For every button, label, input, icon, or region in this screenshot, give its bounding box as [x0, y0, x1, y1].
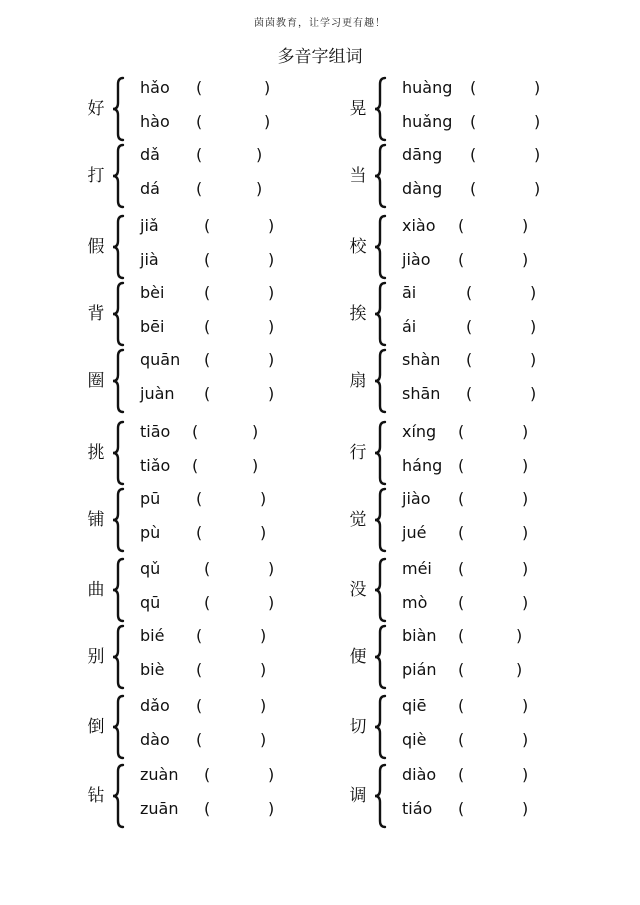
- answer-open-paren: (: [458, 559, 465, 578]
- pinyin-row: [402, 765, 572, 787]
- answer-open-paren: (: [204, 799, 211, 818]
- brace-icon: [372, 76, 388, 142]
- pinyin-row: [402, 489, 572, 511]
- pinyin-row: [140, 799, 310, 821]
- pinyin-row: [140, 489, 310, 511]
- pinyin-text: dào: [140, 730, 170, 749]
- answer-open-paren: (: [204, 216, 211, 235]
- brace-icon: [110, 694, 126, 760]
- answer-open-paren: (: [470, 179, 477, 198]
- brace-icon: [372, 420, 388, 486]
- polyphone-character: 曲: [87, 580, 105, 600]
- answer-open-paren: (: [458, 660, 465, 679]
- answer-close-paren: ): [256, 179, 263, 198]
- pinyin-text: jiào: [402, 250, 431, 269]
- answer-close-paren: ): [522, 765, 529, 784]
- answer-open-paren: (: [458, 765, 465, 784]
- word-group: [346, 557, 576, 623]
- pinyin-row: [140, 559, 310, 581]
- answer-close-paren: ): [268, 799, 275, 818]
- brace-icon: [110, 487, 126, 553]
- polyphone-character: 晃: [349, 99, 367, 119]
- pinyin-text: zuàn: [140, 765, 179, 784]
- brace-icon: [372, 624, 388, 690]
- pinyin-text: dǎo: [140, 696, 170, 715]
- answer-open-paren: (: [196, 730, 203, 749]
- pinyin-text: huàng: [402, 78, 453, 97]
- answer-close-paren: ): [264, 112, 271, 131]
- answer-close-paren: ): [260, 696, 267, 715]
- brace-icon: [110, 348, 126, 414]
- answer-close-paren: ): [260, 626, 267, 645]
- polyphone-character: 切: [349, 717, 367, 737]
- pinyin-text: quān: [140, 350, 181, 369]
- word-group: [346, 420, 576, 486]
- word-group: [84, 281, 314, 347]
- pinyin-text: dàng: [402, 179, 443, 198]
- pinyin-row: [402, 559, 572, 581]
- pinyin-text: pū: [140, 489, 161, 508]
- answer-close-paren: ): [260, 489, 267, 508]
- pinyin-row: [402, 283, 572, 305]
- answer-open-paren: (: [196, 696, 203, 715]
- answer-open-paren: (: [196, 523, 203, 542]
- answer-close-paren: ): [260, 523, 267, 542]
- brace-icon: [110, 763, 126, 829]
- pinyin-text: juàn: [140, 384, 175, 403]
- answer-open-paren: (: [458, 250, 465, 269]
- answer-open-paren: (: [458, 799, 465, 818]
- pinyin-text: dá: [140, 179, 160, 198]
- brace-icon: [110, 281, 126, 347]
- answer-close-paren: ): [534, 78, 541, 97]
- pinyin-row: [402, 78, 572, 100]
- word-group: [84, 557, 314, 623]
- brace-icon: [372, 348, 388, 414]
- answer-close-paren: ): [516, 660, 523, 679]
- polyphone-character: 倒: [87, 717, 105, 737]
- word-group: [84, 348, 314, 414]
- pinyin-text: mò: [402, 593, 428, 612]
- answer-close-paren: ): [530, 350, 537, 369]
- brace-icon: [372, 214, 388, 280]
- polyphone-character: 别: [87, 647, 105, 667]
- answer-close-paren: ): [530, 384, 537, 403]
- pinyin-row: [402, 626, 572, 648]
- answer-open-paren: (: [204, 765, 211, 784]
- answer-close-paren: ): [268, 283, 275, 302]
- pinyin-text: bēi: [140, 317, 165, 336]
- word-group: [84, 76, 314, 142]
- answer-open-paren: (: [458, 216, 465, 235]
- pinyin-row: [402, 456, 572, 478]
- pinyin-text: shàn: [402, 350, 441, 369]
- pinyin-text: xiào: [402, 216, 436, 235]
- answer-close-paren: ): [534, 179, 541, 198]
- brace-icon: [372, 763, 388, 829]
- pinyin-row: [402, 799, 572, 821]
- polyphone-character: 铺: [87, 510, 105, 530]
- answer-close-paren: ): [268, 559, 275, 578]
- answer-open-paren: (: [196, 626, 203, 645]
- page-header: 茵茵教育，让学习更有趣！: [254, 18, 386, 29]
- pinyin-row: [140, 593, 310, 615]
- pinyin-text: qǔ: [140, 559, 161, 578]
- answer-close-paren: ): [522, 523, 529, 542]
- answer-open-paren: (: [196, 489, 203, 508]
- answer-close-paren: ): [268, 765, 275, 784]
- answer-close-paren: ): [268, 250, 275, 269]
- answer-open-paren: (: [204, 593, 211, 612]
- answer-open-paren: (: [196, 78, 203, 97]
- pinyin-row: [402, 350, 572, 372]
- page-title: 多音字组词: [277, 47, 363, 67]
- answer-close-paren: ): [522, 456, 529, 475]
- pinyin-row: [140, 626, 310, 648]
- answer-open-paren: (: [458, 523, 465, 542]
- answer-open-paren: (: [192, 422, 199, 441]
- brace-icon: [110, 557, 126, 623]
- pinyin-text: tiǎo: [140, 456, 171, 475]
- answer-open-paren: (: [466, 283, 473, 302]
- pinyin-text: zuān: [140, 799, 179, 818]
- pinyin-text: méi: [402, 559, 432, 578]
- pinyin-text: āi: [402, 283, 417, 302]
- answer-open-paren: (: [204, 559, 211, 578]
- pinyin-text: diào: [402, 765, 437, 784]
- pinyin-text: biè: [140, 660, 165, 679]
- polyphone-character: 打: [87, 166, 105, 186]
- pinyin-row: [140, 765, 310, 787]
- polyphone-character: 没: [349, 580, 367, 600]
- polyphone-character: 觉: [349, 510, 367, 530]
- word-group: [84, 694, 314, 760]
- polyphone-character: 当: [349, 166, 367, 186]
- word-group: [84, 763, 314, 829]
- pinyin-text: hào: [140, 112, 170, 131]
- answer-close-paren: ): [260, 730, 267, 749]
- answer-close-paren: ): [534, 145, 541, 164]
- answer-close-paren: ): [522, 730, 529, 749]
- pinyin-text: bié: [140, 626, 165, 645]
- answer-open-paren: (: [470, 145, 477, 164]
- brace-icon: [110, 420, 126, 486]
- answer-open-paren: (: [458, 422, 465, 441]
- pinyin-row: [140, 456, 310, 478]
- pinyin-text: biàn: [402, 626, 437, 645]
- pinyin-row: [140, 660, 310, 682]
- pinyin-text: qiè: [402, 730, 427, 749]
- answer-open-paren: (: [466, 317, 473, 336]
- brace-icon: [110, 214, 126, 280]
- answer-close-paren: ): [268, 593, 275, 612]
- word-group: [84, 487, 314, 553]
- pinyin-text: bèi: [140, 283, 165, 302]
- answer-open-paren: (: [458, 593, 465, 612]
- brace-icon: [372, 281, 388, 347]
- answer-open-paren: (: [466, 350, 473, 369]
- pinyin-text: háng: [402, 456, 443, 475]
- pinyin-row: [140, 145, 310, 167]
- brace-icon: [372, 143, 388, 209]
- pinyin-row: [402, 422, 572, 444]
- pinyin-row: [402, 112, 572, 134]
- pinyin-text: hǎo: [140, 78, 170, 97]
- brace-icon: [110, 143, 126, 209]
- answer-open-paren: (: [204, 317, 211, 336]
- word-group: [346, 281, 576, 347]
- polyphone-character: 便: [349, 647, 367, 667]
- brace-icon: [372, 487, 388, 553]
- pinyin-text: jià: [140, 250, 159, 269]
- word-group: [84, 214, 314, 280]
- pinyin-row: [140, 112, 310, 134]
- pinyin-row: [402, 523, 572, 545]
- pinyin-row: [140, 283, 310, 305]
- word-group: [84, 420, 314, 486]
- pinyin-text: jiào: [402, 489, 431, 508]
- answer-open-paren: (: [204, 250, 211, 269]
- pinyin-row: [402, 216, 572, 238]
- pinyin-row: [402, 384, 572, 406]
- word-group: [346, 76, 576, 142]
- polyphone-character: 挨: [349, 304, 367, 324]
- polyphone-character: 挑: [87, 443, 105, 463]
- word-group: [84, 624, 314, 690]
- answer-open-paren: (: [192, 456, 199, 475]
- answer-close-paren: ): [268, 350, 275, 369]
- pinyin-row: [402, 317, 572, 339]
- answer-open-paren: (: [196, 179, 203, 198]
- pinyin-text: xíng: [402, 422, 437, 441]
- pinyin-row: [140, 422, 310, 444]
- pinyin-row: [140, 696, 310, 718]
- answer-close-paren: ): [522, 250, 529, 269]
- answer-close-paren: ): [522, 799, 529, 818]
- answer-close-paren: ): [522, 422, 529, 441]
- pinyin-text: pián: [402, 660, 437, 679]
- pinyin-row: [140, 350, 310, 372]
- pinyin-row: [402, 696, 572, 718]
- pinyin-text: jiǎ: [140, 216, 159, 235]
- polyphone-character: 圈: [87, 371, 105, 391]
- answer-close-paren: ): [260, 660, 267, 679]
- pinyin-row: [402, 730, 572, 752]
- pinyin-row: [140, 179, 310, 201]
- pinyin-text: ái: [402, 317, 417, 336]
- pinyin-row: [140, 523, 310, 545]
- pinyin-text: huǎng: [402, 112, 453, 131]
- word-group: [346, 348, 576, 414]
- answer-open-paren: (: [458, 456, 465, 475]
- pinyin-text: shān: [402, 384, 441, 403]
- answer-open-paren: (: [196, 145, 203, 164]
- answer-close-paren: ): [252, 422, 259, 441]
- answer-open-paren: (: [204, 350, 211, 369]
- answer-close-paren: ): [268, 317, 275, 336]
- answer-close-paren: ): [534, 112, 541, 131]
- answer-open-paren: (: [466, 384, 473, 403]
- answer-close-paren: ): [522, 559, 529, 578]
- polyphone-character: 扇: [349, 371, 367, 391]
- answer-open-paren: (: [470, 78, 477, 97]
- word-group: [346, 143, 576, 209]
- pinyin-row: [140, 317, 310, 339]
- answer-open-paren: (: [458, 730, 465, 749]
- answer-close-paren: ): [268, 216, 275, 235]
- pinyin-row: [140, 78, 310, 100]
- polyphone-character: 背: [87, 304, 105, 324]
- answer-open-paren: (: [458, 489, 465, 508]
- word-group: [346, 763, 576, 829]
- pinyin-row: [402, 179, 572, 201]
- answer-open-paren: (: [470, 112, 477, 131]
- polyphone-character: 假: [87, 237, 105, 257]
- brace-icon: [110, 76, 126, 142]
- pinyin-row: [402, 660, 572, 682]
- brace-icon: [372, 557, 388, 623]
- pinyin-row: [402, 593, 572, 615]
- answer-close-paren: ): [522, 696, 529, 715]
- answer-close-paren: ): [252, 456, 259, 475]
- pinyin-text: tiāo: [140, 422, 171, 441]
- polyphone-character: 好: [87, 99, 105, 119]
- pinyin-text: dāng: [402, 145, 443, 164]
- answer-close-paren: ): [530, 317, 537, 336]
- answer-close-paren: ): [522, 489, 529, 508]
- pinyin-text: jué: [402, 523, 427, 542]
- answer-close-paren: ): [530, 283, 537, 302]
- brace-icon: [372, 694, 388, 760]
- answer-close-paren: ): [256, 145, 263, 164]
- pinyin-text: pù: [140, 523, 161, 542]
- pinyin-row: [402, 250, 572, 272]
- polyphone-character: 钻: [87, 786, 105, 806]
- word-group: [346, 624, 576, 690]
- answer-close-paren: ): [268, 384, 275, 403]
- pinyin-row: [140, 216, 310, 238]
- pinyin-row: [402, 145, 572, 167]
- word-group: [84, 143, 314, 209]
- word-group: [346, 214, 576, 280]
- polyphone-character: 调: [349, 786, 367, 806]
- polyphone-character: 行: [349, 443, 367, 463]
- pinyin-text: tiáo: [402, 799, 433, 818]
- word-group: [346, 487, 576, 553]
- answer-close-paren: ): [522, 216, 529, 235]
- pinyin-text: qū: [140, 593, 161, 612]
- pinyin-row: [140, 384, 310, 406]
- answer-close-paren: ): [264, 78, 271, 97]
- answer-close-paren: ): [522, 593, 529, 612]
- answer-open-paren: (: [458, 626, 465, 645]
- answer-close-paren: ): [516, 626, 523, 645]
- word-group: [346, 694, 576, 760]
- answer-open-paren: (: [196, 660, 203, 679]
- brace-icon: [110, 624, 126, 690]
- answer-open-paren: (: [196, 112, 203, 131]
- pinyin-row: [140, 730, 310, 752]
- pinyin-text: dǎ: [140, 145, 160, 164]
- answer-open-paren: (: [458, 696, 465, 715]
- answer-open-paren: (: [204, 283, 211, 302]
- pinyin-text: qiē: [402, 696, 427, 715]
- pinyin-row: [140, 250, 310, 272]
- polyphone-character: 校: [349, 237, 367, 257]
- answer-open-paren: (: [204, 384, 211, 403]
